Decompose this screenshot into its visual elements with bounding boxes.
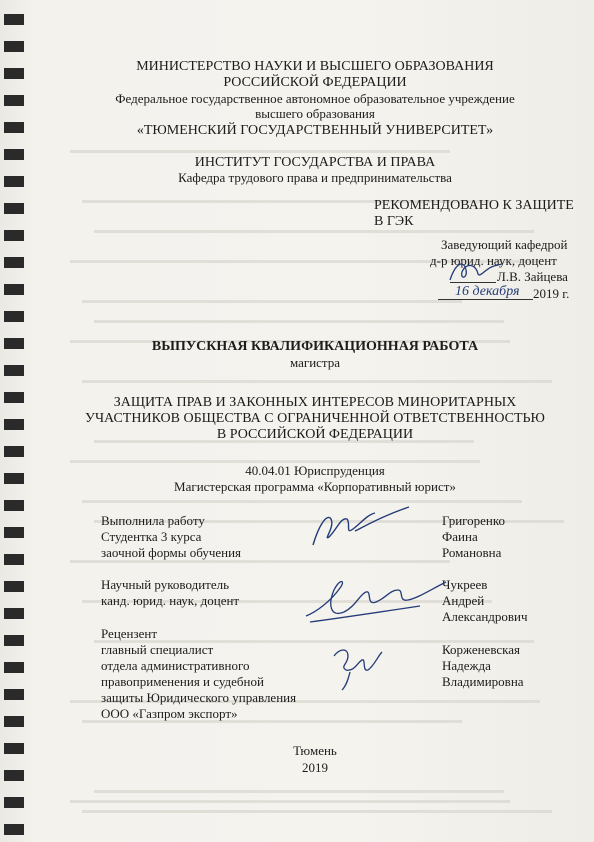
binding-hole [4, 554, 24, 565]
binding-hole [4, 392, 24, 403]
ministry-line: МИНИСТЕРСТВО НАУКИ И ВЫСШЕГО ОБРАЗОВАНИЯ [136, 59, 494, 74]
work-level: магистра [289, 355, 341, 370]
work-title-line-2: УЧАСТНИКОВ ОБЩЕСТВА С ОГРАНИЧЕННОЙ ОТВЕТСТВЕННОСТЬЮ [85, 411, 545, 426]
bleed-through-line [70, 150, 450, 153]
institution-type-line-2: высшего образования [255, 106, 375, 121]
department-name: Кафедра трудового права и предпринимательства [178, 170, 452, 185]
program: Магистерская программа «Корпоративный юрист» [174, 479, 456, 494]
bleed-through-line [82, 380, 552, 383]
work-title-line-3: В РОССИЙСКОЙ ФЕДЕРАЦИИ [216, 427, 414, 442]
bleed-through-line [94, 790, 504, 793]
binding-hole [4, 41, 24, 52]
binding-hole [4, 446, 24, 457]
head-signature [446, 256, 506, 286]
author-signature [305, 505, 415, 555]
binding-hole [4, 527, 24, 538]
binding-hole [4, 230, 24, 241]
author-role: Выполнила работу [101, 513, 205, 528]
binding-hole [4, 608, 24, 619]
binding-hole [4, 689, 24, 700]
author-surname: Григоренко [442, 513, 506, 528]
country-line: РОССИЙСКОЙ ФЕДЕРАЦИИ [223, 75, 407, 90]
author-patronymic: Романовна [442, 545, 502, 560]
reviewer-dept-3: защиты Юридического управления [101, 690, 297, 705]
reviewer-dept-1: отдела административного [101, 658, 250, 673]
binding-hole [4, 95, 24, 106]
supervisor-degree: канд. юрид. наук, доцент [101, 593, 240, 608]
approval-line-1: РЕКОМЕНДОВАНО К ЗАЩИТЕ [374, 198, 574, 213]
date-year: 2019 г. [533, 286, 570, 301]
approval-line-2: В ГЭК [374, 214, 414, 229]
binding-hole [4, 716, 24, 727]
institute-name: ИНСТИТУТ ГОСУДАРСТВА И ПРАВА [194, 155, 436, 170]
binding-hole [4, 635, 24, 646]
specialty: 40.04.01 Юриспруденция [245, 463, 385, 478]
binding-hole [4, 797, 24, 808]
binding-hole [4, 824, 24, 835]
binding-hole [4, 365, 24, 376]
reviewer-patronymic: Владимировна [442, 674, 524, 689]
reviewer-surname: Корженевская [442, 642, 521, 657]
bleed-through-line [82, 500, 522, 503]
university-name: «ТЮМЕНСКИЙ ГОСУДАРСТВЕННЫЙ УНИВЕРСИТЕТ» [136, 123, 494, 138]
supervisor-name: Андрей [442, 593, 485, 608]
binding-hole [4, 284, 24, 295]
binding-hole [4, 338, 24, 349]
binding-hole [4, 176, 24, 187]
author-name: Фаина [442, 529, 478, 544]
binding-hole [4, 743, 24, 754]
head-degree: д-р юрид. наук, доцент [430, 253, 557, 268]
bleed-through-line [82, 810, 552, 813]
author-course: Студентка 3 курса [101, 529, 202, 544]
reviewer-dept-2: правоприменения и судебной [101, 674, 264, 689]
reviewer-signature [326, 642, 386, 692]
binding-hole [4, 581, 24, 592]
binding-hole [4, 311, 24, 322]
binding-hole [4, 419, 24, 430]
bleed-through-line [94, 320, 504, 323]
supervisor-role: Научный руководитель [101, 577, 230, 592]
binding-hole [4, 68, 24, 79]
bleed-through-line [82, 300, 462, 303]
binding-hole [4, 203, 24, 214]
bleed-through-line [94, 230, 534, 233]
binding-hole [4, 500, 24, 511]
city: Тюмень [293, 743, 337, 758]
supervisor-patronymic: Александрович [442, 609, 528, 624]
binding-hole [4, 770, 24, 781]
year: 2019 [302, 760, 328, 775]
head-title: Заведующий кафедрой [441, 237, 568, 252]
supervisor-surname: Чукреев [442, 577, 488, 592]
reviewer-role: Рецензент [101, 626, 158, 641]
binding-strip [0, 0, 34, 842]
binding-hole [4, 257, 24, 268]
binding-hole [4, 122, 24, 133]
work-type: ВЫПУСКНАЯ КВАЛИФИКАЦИОННАЯ РАБОТА [151, 339, 479, 354]
reviewer-company: ООО «Газпром экспорт» [101, 706, 238, 721]
binding-hole [4, 149, 24, 160]
handwritten-date: 16 декабря [455, 284, 520, 299]
bleed-through-line [70, 800, 510, 803]
binding-hole [4, 473, 24, 484]
author-form: заочной формы обучения [101, 545, 242, 560]
supervisor-signature [300, 572, 450, 630]
institution-type-line: Федеральное государственное автономное образовательное учреждение [115, 91, 515, 106]
binding-hole [4, 14, 24, 25]
reviewer-name: Надежда [442, 658, 491, 673]
reviewer-position: главный специалист [101, 642, 214, 657]
work-title-line-1: ЗАЩИТА ПРАВ И ЗАКОННЫХ ИНТЕРЕСОВ МИНОРИТАРНЫХ [113, 395, 517, 410]
head-name: Л.В. Зайцева [497, 269, 568, 284]
binding-hole [4, 662, 24, 673]
